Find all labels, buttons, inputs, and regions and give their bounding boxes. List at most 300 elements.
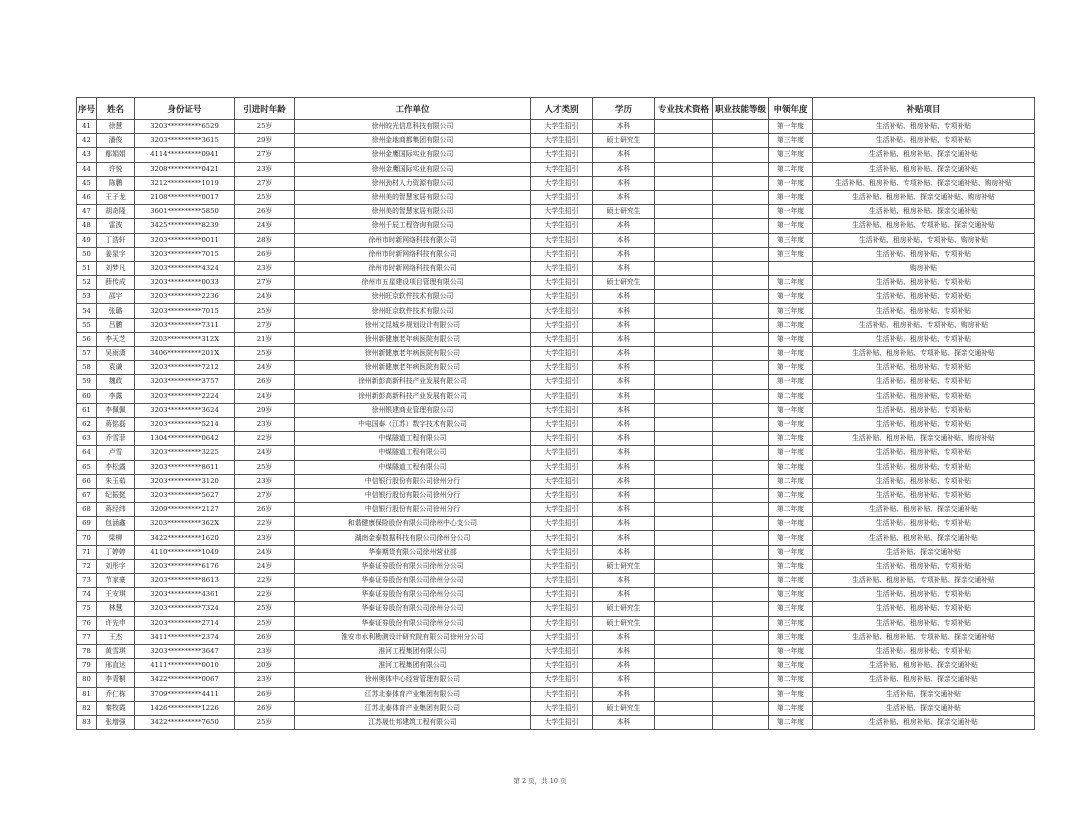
col-talent-type: 大学生招引 xyxy=(531,474,593,488)
col-name: 乔雪菲 xyxy=(97,432,135,446)
table-row xyxy=(77,290,1035,304)
col-year: 第三年度 xyxy=(769,616,813,630)
col-skill-level xyxy=(713,701,769,715)
table-row xyxy=(77,148,1035,162)
col-employer: 淮河工程集团有限公司 xyxy=(295,644,531,658)
col-subsidy-items: 生活补贴、租房补贴、专项补贴 xyxy=(813,417,1035,431)
col-index: 80 xyxy=(77,673,97,687)
col-year: 第二年度 xyxy=(769,318,813,332)
col-name: 许先申 xyxy=(97,616,135,630)
col-id-number: 3422**********1620 xyxy=(135,531,235,545)
col-age: 25岁 xyxy=(235,616,295,630)
col-year: 第一年度 xyxy=(769,403,813,417)
col-age: 22岁 xyxy=(235,574,295,588)
col-education: 本科 xyxy=(593,574,655,588)
col-education: 硕士研究生 xyxy=(593,559,655,573)
col-professional-title xyxy=(655,446,713,460)
table-row xyxy=(77,176,1035,190)
col-index: 82 xyxy=(77,701,97,715)
col-age: 24岁 xyxy=(235,290,295,304)
table-row xyxy=(77,474,1035,488)
col-index: 66 xyxy=(77,474,97,488)
col-professional-title xyxy=(655,559,713,573)
col-talent-type: 大学生招引 xyxy=(531,673,593,687)
col-id-number: 3203**********0033 xyxy=(135,276,235,290)
header-col-skill-level: 职业技能等级 xyxy=(713,98,769,120)
table-row xyxy=(77,659,1035,673)
col-talent-type: 大学生招引 xyxy=(531,120,593,134)
col-age: 21岁 xyxy=(235,332,295,346)
col-name: 邢直达 xyxy=(97,659,135,673)
col-name: 丁婷婷 xyxy=(97,545,135,559)
col-professional-title xyxy=(655,644,713,658)
col-index: 70 xyxy=(77,531,97,545)
col-age: 26岁 xyxy=(235,701,295,715)
col-year: 第二年度 xyxy=(769,162,813,176)
col-employer: 徐州美的智慧家居有限公司 xyxy=(295,190,531,204)
col-employer: 徐州新彭高新科技产业发展有限公司 xyxy=(295,375,531,389)
col-talent-type: 大学生招引 xyxy=(531,602,593,616)
col-education: 硕士研究生 xyxy=(593,205,655,219)
col-age: 25岁 xyxy=(235,190,295,204)
col-subsidy-items: 生活补贴、租房补贴、专项补贴 xyxy=(813,588,1035,602)
col-id-number: 4114**********0941 xyxy=(135,148,235,162)
col-age: 26岁 xyxy=(235,375,295,389)
col-subsidy-items: 生活补贴、租房补贴、专项补贴 xyxy=(813,276,1035,290)
col-talent-type: 大学生招引 xyxy=(531,148,593,162)
table-row xyxy=(77,205,1035,219)
col-index: 52 xyxy=(77,276,97,290)
table-row xyxy=(77,261,1035,275)
col-id-number: 3208**********0421 xyxy=(135,162,235,176)
col-age: 26岁 xyxy=(235,687,295,701)
col-skill-level xyxy=(713,347,769,361)
col-employer: 华泰证券股份有限公司徐州分公司 xyxy=(295,574,531,588)
col-year: 第三年度 xyxy=(769,247,813,261)
col-year: 第二年度 xyxy=(769,389,813,403)
col-name: 卢雪 xyxy=(97,446,135,460)
col-professional-title xyxy=(655,304,713,318)
col-education: 本科 xyxy=(593,247,655,261)
col-id-number: 3601**********5850 xyxy=(135,205,235,219)
col-name: 蒋铭磊 xyxy=(97,417,135,431)
col-skill-level xyxy=(713,559,769,573)
col-year: 第一年度 xyxy=(769,332,813,346)
col-employer: 徐州旺京软件技术有限公司 xyxy=(295,304,531,318)
col-professional-title xyxy=(655,503,713,517)
table-row xyxy=(77,233,1035,247)
col-talent-type: 大学生招引 xyxy=(531,630,593,644)
col-employer: 徐州新健康老年病医院有限公司 xyxy=(295,347,531,361)
col-education: 本科 xyxy=(593,304,655,318)
col-age: 26岁 xyxy=(235,205,295,219)
col-age: 26岁 xyxy=(235,630,295,644)
col-talent-type: 大学生招引 xyxy=(531,176,593,190)
col-name: 黄雪琪 xyxy=(97,644,135,658)
header-col-professional-title: 专业技术资格 xyxy=(655,98,713,120)
col-age: 25岁 xyxy=(235,347,295,361)
col-id-number: 3203**********3615 xyxy=(135,134,235,148)
col-skill-level xyxy=(713,120,769,134)
col-talent-type: 大学生招引 xyxy=(531,588,593,602)
col-age: 24岁 xyxy=(235,389,295,403)
col-year: 第三年度 xyxy=(769,588,813,602)
col-index: 43 xyxy=(77,148,97,162)
col-subsidy-items: 生活补贴、租房补贴、专项补贴、探亲交通补贴 xyxy=(813,219,1035,233)
table-row xyxy=(77,460,1035,474)
col-employer: 徐州市时新网络科技有限公司 xyxy=(295,233,531,247)
col-skill-level xyxy=(713,588,769,602)
col-skill-level xyxy=(713,389,769,403)
col-professional-title xyxy=(655,488,713,502)
col-talent-type: 大学生招引 xyxy=(531,517,593,531)
col-id-number: 2108**********0017 xyxy=(135,190,235,204)
col-skill-level xyxy=(713,488,769,502)
col-age: 25岁 xyxy=(235,715,295,729)
col-name: 纪振挺 xyxy=(97,488,135,502)
col-year: 第一年度 xyxy=(769,347,813,361)
col-subsidy-items: 生活补贴、租房补贴、专项补贴、购房补贴 xyxy=(813,233,1035,247)
col-name: 魏政 xyxy=(97,375,135,389)
col-professional-title xyxy=(655,347,713,361)
col-professional-title xyxy=(655,432,713,446)
col-year: 第一年度 xyxy=(769,517,813,531)
col-year: 第一年度 xyxy=(769,176,813,190)
col-skill-level xyxy=(713,417,769,431)
col-id-number: 3422**********7650 xyxy=(135,715,235,729)
header-col-name: 姓名 xyxy=(97,98,135,120)
col-subsidy-items: 生活补贴、租房补贴、专项补贴 xyxy=(813,120,1035,134)
table-row xyxy=(77,574,1035,588)
col-employer: 和谐健康保险股份有限公司徐州中心支公司 xyxy=(295,517,531,531)
col-id-number: 3203**********5214 xyxy=(135,417,235,431)
col-id-number: 3203**********8613 xyxy=(135,574,235,588)
table-row xyxy=(77,488,1035,502)
col-education: 本科 xyxy=(593,446,655,460)
col-index: 59 xyxy=(77,375,97,389)
col-professional-title xyxy=(655,219,713,233)
table-row xyxy=(77,517,1035,531)
col-skill-level xyxy=(713,545,769,559)
col-education: 硕士研究生 xyxy=(593,602,655,616)
col-education: 本科 xyxy=(593,318,655,332)
col-employer: 徐州金鹰国际实业有限公司 xyxy=(295,148,531,162)
col-name: 徐慧 xyxy=(97,120,135,134)
table-row xyxy=(77,673,1035,687)
col-talent-type: 大学生招引 xyxy=(531,347,593,361)
col-subsidy-items: 生活补贴、租房补贴、专项补贴、探亲交通补贴 xyxy=(813,574,1035,588)
col-index: 77 xyxy=(77,630,97,644)
col-id-number: 3203**********0011 xyxy=(135,233,235,247)
col-skill-level xyxy=(713,673,769,687)
col-id-number: 3203**********3225 xyxy=(135,446,235,460)
col-talent-type: 大学生招引 xyxy=(531,687,593,701)
col-skill-level xyxy=(713,687,769,701)
col-education: 硕士研究生 xyxy=(593,616,655,630)
col-year: 第二年度 xyxy=(769,432,813,446)
col-education: 本科 xyxy=(593,190,655,204)
col-index: 48 xyxy=(77,219,97,233)
col-talent-type: 大学生招引 xyxy=(531,290,593,304)
col-subsidy-items: 生活补贴、租房补贴、专项补贴 xyxy=(813,488,1035,502)
col-index: 64 xyxy=(77,446,97,460)
col-age: 23岁 xyxy=(235,474,295,488)
col-subsidy-items: 生活补贴、租房补贴、专项补贴 xyxy=(813,559,1035,573)
col-subsidy-items: 生活补贴、租房补贴、探亲交通补贴、购房补贴 xyxy=(813,432,1035,446)
col-subsidy-items: 生活补贴、租房补贴、探亲交通补贴、购房补贴 xyxy=(813,190,1035,204)
col-employer: 华泰证券股份有限公司徐州分公司 xyxy=(295,559,531,573)
table-row xyxy=(77,715,1035,729)
col-id-number: 3422**********0067 xyxy=(135,673,235,687)
col-talent-type: 大学生招引 xyxy=(531,488,593,502)
col-year: 第三年度 xyxy=(769,630,813,644)
col-subsidy-items: 生活补贴、租房补贴、专项补贴 xyxy=(813,616,1035,630)
col-name: 胡奇隆 xyxy=(97,205,135,219)
col-index: 44 xyxy=(77,162,97,176)
col-skill-level xyxy=(713,432,769,446)
col-professional-title xyxy=(655,588,713,602)
col-subsidy-items: 生活补贴、租房补贴、专项补贴 xyxy=(813,290,1035,304)
col-name: 潘俊 xyxy=(97,134,135,148)
col-talent-type: 大学生招引 xyxy=(531,460,593,474)
col-index: 58 xyxy=(77,361,97,375)
col-employer: 华泰证券股份有限公司徐州分公司 xyxy=(295,588,531,602)
col-index: 55 xyxy=(77,318,97,332)
col-education: 本科 xyxy=(593,474,655,488)
col-talent-type: 大学生招引 xyxy=(531,417,593,431)
table-row xyxy=(77,219,1035,233)
col-employer: 徐州奥体中心经营管理有限公司 xyxy=(295,673,531,687)
col-professional-title xyxy=(655,332,713,346)
col-subsidy-items: 生活补贴、租房补贴、专项补贴 xyxy=(813,403,1035,417)
col-age: 22岁 xyxy=(235,517,295,531)
col-name: 秦牧霞 xyxy=(97,701,135,715)
header-col-employer: 工作单位 xyxy=(295,98,531,120)
col-subsidy-items: 生活补贴、探亲交通补贴 xyxy=(813,701,1035,715)
col-skill-level xyxy=(713,332,769,346)
col-id-number: 3203**********4324 xyxy=(135,261,235,275)
col-age: 22岁 xyxy=(235,432,295,446)
col-talent-type: 大学生招引 xyxy=(531,446,593,460)
table-row xyxy=(77,403,1035,417)
col-professional-title xyxy=(655,616,713,630)
col-name: 王子龙 xyxy=(97,190,135,204)
table-row xyxy=(77,701,1035,715)
col-age: 25岁 xyxy=(235,120,295,134)
col-professional-title xyxy=(655,687,713,701)
col-year: 第二年度 xyxy=(769,503,813,517)
table-row xyxy=(77,545,1035,559)
col-talent-type: 大学生招引 xyxy=(531,574,593,588)
col-subsidy-items: 生活补贴、租房补贴、专项补贴 xyxy=(813,460,1035,474)
col-skill-level xyxy=(713,503,769,517)
col-subsidy-items: 生活补贴、租房补贴、探亲交通补贴 xyxy=(813,205,1035,219)
table-row xyxy=(77,162,1035,176)
col-id-number: 3212**********1019 xyxy=(135,176,235,190)
col-professional-title xyxy=(655,176,713,190)
col-year: 第一年度 xyxy=(769,687,813,701)
col-education: 本科 xyxy=(593,715,655,729)
col-year: 第三年度 xyxy=(769,148,813,162)
col-education: 本科 xyxy=(593,162,655,176)
col-name: 邵宇 xyxy=(97,290,135,304)
col-age: 24岁 xyxy=(235,545,295,559)
col-year: 第一年度 xyxy=(769,190,813,204)
col-skill-level xyxy=(713,659,769,673)
col-name: 朱玉茹 xyxy=(97,474,135,488)
col-talent-type: 大学生招引 xyxy=(531,233,593,247)
col-id-number: 3203**********312X xyxy=(135,332,235,346)
col-skill-level xyxy=(713,276,769,290)
table-row xyxy=(77,389,1035,403)
col-talent-type: 大学生招引 xyxy=(531,545,593,559)
col-name: 李露 xyxy=(97,389,135,403)
col-talent-type: 大学生招引 xyxy=(531,219,593,233)
col-education: 本科 xyxy=(593,417,655,431)
col-employer: 徐州劲材人力资源有限公司 xyxy=(295,176,531,190)
col-year: 第二年度 xyxy=(769,574,813,588)
col-name: 节家豪 xyxy=(97,574,135,588)
col-index: 73 xyxy=(77,574,97,588)
col-subsidy-items: 生活补贴、租房补贴、专项补贴、探亲交通补贴 xyxy=(813,347,1035,361)
col-talent-type: 大学生招引 xyxy=(531,162,593,176)
col-subsidy-items: 生活补贴、租房补贴、专项补贴 xyxy=(813,304,1035,318)
col-employer: 徐州皎光信息科技有限公司 xyxy=(295,120,531,134)
col-employer: 徐州新健康老年病医院有限公司 xyxy=(295,332,531,346)
col-age: 27岁 xyxy=(235,318,295,332)
col-professional-title xyxy=(655,205,713,219)
col-index: 69 xyxy=(77,517,97,531)
col-professional-title xyxy=(655,233,713,247)
header-col-age: 引进时年龄 xyxy=(235,98,295,120)
col-year: 第一年度 xyxy=(769,446,813,460)
col-id-number: 3203**********7015 xyxy=(135,247,235,261)
col-professional-title xyxy=(655,460,713,474)
col-employer: 中煤隧道工程有限公司 xyxy=(295,446,531,460)
table-row xyxy=(77,531,1035,545)
col-education: 本科 xyxy=(593,332,655,346)
col-education: 本科 xyxy=(593,545,655,559)
col-name: 丁浩轩 xyxy=(97,233,135,247)
col-employer: 徐州新健康老年病医院有限公司 xyxy=(295,361,531,375)
col-subsidy-items: 生活补贴、租房补贴、专项补贴 xyxy=(813,375,1035,389)
col-professional-title xyxy=(655,602,713,616)
col-education: 本科 xyxy=(593,120,655,134)
col-age: 20岁 xyxy=(235,659,295,673)
page-footer: 第 2 页，共 10 页 xyxy=(513,777,567,785)
header-col-id-number: 身份证号 xyxy=(135,98,235,120)
col-name: 张璐 xyxy=(97,304,135,318)
col-employer: 徐州市五星建设项目管理有限公司 xyxy=(295,276,531,290)
col-employer: 徐州金地商都集团有限公司 xyxy=(295,134,531,148)
col-year: 第一年度 xyxy=(769,205,813,219)
col-index: 46 xyxy=(77,190,97,204)
col-employer: 徐州金鹰国际实业有限公司 xyxy=(295,162,531,176)
col-professional-title xyxy=(655,375,713,389)
col-subsidy-items: 生活补贴、租房补贴、专项补贴 xyxy=(813,602,1035,616)
table-row xyxy=(77,644,1035,658)
col-subsidy-items: 生活补贴、租房补贴、探亲交通补贴 xyxy=(813,162,1035,176)
col-skill-level xyxy=(713,446,769,460)
col-year xyxy=(769,261,813,275)
col-education: 本科 xyxy=(593,347,655,361)
col-name: 蒋经纬 xyxy=(97,503,135,517)
col-age: 25岁 xyxy=(235,602,295,616)
col-id-number: 3209**********2127 xyxy=(135,503,235,517)
col-age: 24岁 xyxy=(235,361,295,375)
col-professional-title xyxy=(655,715,713,729)
col-id-number: 3203**********3624 xyxy=(135,403,235,417)
table-row xyxy=(77,347,1035,361)
col-year: 第一年度 xyxy=(769,531,813,545)
col-age: 27岁 xyxy=(235,148,295,162)
col-talent-type: 大学生招引 xyxy=(531,559,593,573)
col-name: 姜星宇 xyxy=(97,247,135,261)
col-age: 25岁 xyxy=(235,304,295,318)
col-employer: 华泰期货有限公司徐州营业部 xyxy=(295,545,531,559)
col-index: 56 xyxy=(77,332,97,346)
col-name: 包涵鑫 xyxy=(97,517,135,531)
col-year: 第三年度 xyxy=(769,134,813,148)
col-age: 24岁 xyxy=(235,559,295,573)
col-index: 47 xyxy=(77,205,97,219)
col-index: 83 xyxy=(77,715,97,729)
col-employer: 江苏北泰体育产业集团有限公司 xyxy=(295,701,531,715)
col-age: 24岁 xyxy=(235,219,295,233)
col-index: 60 xyxy=(77,389,97,403)
col-index: 51 xyxy=(77,261,97,275)
col-talent-type: 大学生招引 xyxy=(531,276,593,290)
col-id-number: 3203**********7311 xyxy=(135,318,235,332)
col-professional-title xyxy=(655,630,713,644)
table-row xyxy=(77,276,1035,290)
col-name: 王安琪 xyxy=(97,588,135,602)
col-education: 本科 xyxy=(593,673,655,687)
table-row xyxy=(77,247,1035,261)
col-employer: 中信银行股份有限公司徐州分行 xyxy=(295,474,531,488)
table-row xyxy=(77,432,1035,446)
col-skill-level xyxy=(713,474,769,488)
header-col-year: 申领年度 xyxy=(769,98,813,120)
col-professional-title xyxy=(655,134,713,148)
col-subsidy-items: 生活补贴、租房补贴、专项补贴 xyxy=(813,247,1035,261)
table-row xyxy=(77,417,1035,431)
col-employer: 中信银行股份有限公司徐州分行 xyxy=(295,488,531,502)
table-body xyxy=(77,120,1035,730)
table-row xyxy=(77,588,1035,602)
col-index: 67 xyxy=(77,488,97,502)
col-year: 第二年度 xyxy=(769,559,813,573)
col-skill-level xyxy=(713,715,769,729)
col-index: 63 xyxy=(77,432,97,446)
col-education: 本科 xyxy=(593,531,655,545)
col-professional-title xyxy=(655,517,713,531)
col-skill-level xyxy=(713,205,769,219)
col-name: 王杰 xyxy=(97,630,135,644)
col-index: 68 xyxy=(77,503,97,517)
col-year: 第一年度 xyxy=(769,375,813,389)
col-professional-title xyxy=(655,701,713,715)
col-index: 45 xyxy=(77,176,97,190)
col-talent-type: 大学生招引 xyxy=(531,715,593,729)
col-age: 23岁 xyxy=(235,673,295,687)
col-id-number: 3203**********3757 xyxy=(135,375,235,389)
col-age: 26岁 xyxy=(235,247,295,261)
col-id-number: 3203**********6529 xyxy=(135,120,235,134)
col-skill-level xyxy=(713,304,769,318)
col-skill-level xyxy=(713,630,769,644)
col-year: 第二年度 xyxy=(769,701,813,715)
